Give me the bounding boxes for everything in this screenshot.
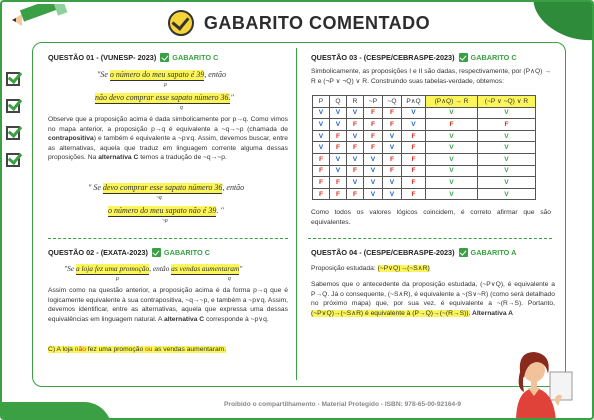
label-q: q bbox=[180, 105, 183, 111]
checkbox-icon bbox=[6, 153, 20, 167]
q3-answer: GABARITO C bbox=[470, 53, 517, 62]
quote-text: , então bbox=[222, 183, 245, 192]
table-header: ~Q bbox=[383, 96, 402, 108]
table-cell: V bbox=[383, 188, 402, 200]
text: ) e também é equivalente a ~p∨q. Assim, devemos buscar, entre as alternativas, aquela que traduz em linguagem corrente alguma dessas proposições. Na bbox=[48, 135, 288, 162]
q2-answer: GABARITO C bbox=[163, 248, 210, 257]
table-row bbox=[313, 153, 536, 165]
table-cell: F bbox=[426, 119, 478, 131]
quote-text: " bbox=[230, 93, 234, 102]
section-divider bbox=[308, 238, 552, 239]
text: Proposição estudada: bbox=[311, 265, 378, 272]
table-cell: V bbox=[478, 153, 536, 165]
label-p: p bbox=[164, 82, 167, 88]
checkbox-decoration bbox=[6, 72, 28, 180]
text: corresponde à ~p∨q. bbox=[204, 315, 269, 323]
table-cell: F bbox=[402, 165, 426, 177]
table-header: R bbox=[347, 96, 364, 108]
table-cell: F bbox=[330, 142, 347, 154]
check-logo-icon bbox=[168, 10, 194, 36]
table-cell: F bbox=[364, 142, 383, 154]
table-cell: V bbox=[313, 119, 330, 131]
table-cell: V bbox=[347, 177, 364, 189]
table-cell: V bbox=[383, 130, 402, 142]
table-cell: F bbox=[313, 188, 330, 200]
table-cell: F bbox=[347, 142, 364, 154]
table-header: Q bbox=[330, 96, 347, 108]
table-cell: V bbox=[478, 177, 536, 189]
text: (~P∨Q)→(~S∧R) é equivalente à (P→Q)→(~(R→S)). bbox=[311, 309, 471, 317]
table-cell: F bbox=[364, 107, 383, 119]
text: temos a tradução de ~q→~p. bbox=[138, 154, 227, 162]
table-cell: F bbox=[402, 142, 426, 154]
table-cell: F bbox=[347, 165, 364, 177]
teacher-illustration bbox=[498, 322, 578, 420]
checkbox-icon bbox=[6, 126, 20, 140]
quote-text: , então bbox=[149, 264, 172, 273]
table-row bbox=[313, 107, 536, 119]
checkbox-icon bbox=[6, 99, 20, 113]
corner-decoration-bottom bbox=[0, 402, 112, 420]
q4-header bbox=[311, 248, 516, 257]
table-cell: V bbox=[347, 107, 364, 119]
text: alternativa C bbox=[98, 154, 139, 162]
table-header: ~P bbox=[364, 96, 383, 108]
table-header: P bbox=[313, 96, 330, 108]
q2-header bbox=[48, 248, 210, 257]
text: alternativa C bbox=[164, 315, 205, 323]
q1-title: QUESTÃO 01 - (VUNESP- 2023) bbox=[48, 53, 157, 62]
table-cell: F bbox=[383, 165, 402, 177]
table-cell: V bbox=[364, 177, 383, 189]
quote-text: , então bbox=[204, 70, 227, 79]
table-cell: V bbox=[426, 130, 478, 142]
table-row bbox=[313, 177, 536, 189]
q1-quote-line1 bbox=[97, 70, 226, 79]
table-cell: V bbox=[364, 188, 383, 200]
table-cell: V bbox=[478, 107, 536, 119]
check-icon bbox=[459, 53, 468, 62]
q1-answer: GABARITO C bbox=[172, 53, 219, 62]
table-cell: V bbox=[426, 107, 478, 119]
text: contrapositiva bbox=[48, 135, 94, 143]
table-cell: V bbox=[313, 142, 330, 154]
q2-quote bbox=[64, 264, 242, 273]
text: ou bbox=[145, 346, 153, 353]
label-nq: ~q bbox=[156, 195, 162, 201]
page-title: GABARITO COMENTADO bbox=[203, 12, 431, 33]
table-cell: V bbox=[347, 153, 364, 165]
text: Alternativa A bbox=[470, 309, 513, 317]
label-q: q bbox=[228, 276, 231, 282]
table-cell: F bbox=[313, 165, 330, 177]
table-cell: F bbox=[313, 153, 330, 165]
label-np: ~p bbox=[162, 218, 168, 224]
table-cell: V bbox=[347, 130, 364, 142]
quote-np: o número do meu sapato não é 39 bbox=[108, 206, 217, 215]
table-cell: V bbox=[426, 165, 478, 177]
table-row bbox=[313, 142, 536, 154]
table-cell: V bbox=[478, 188, 536, 200]
table-cell: F bbox=[330, 188, 347, 200]
table-header: (~P ∨ ~Q) ∨ R bbox=[478, 96, 536, 108]
table-cell: F bbox=[330, 130, 347, 142]
q4-title: QUESTÃO 04 - (CESPE/CEBRASPE-2023) bbox=[311, 248, 455, 257]
table-cell: F bbox=[478, 119, 536, 131]
q4-answer: GABARITO A bbox=[470, 248, 517, 257]
table-cell: F bbox=[347, 119, 364, 131]
quote-p: a loja fez uma promoção bbox=[75, 264, 150, 273]
q1-explanation bbox=[48, 115, 288, 163]
table-cell: F bbox=[402, 130, 426, 142]
table-header: (P∧Q) → R bbox=[426, 96, 478, 108]
checkbox-icon bbox=[6, 72, 20, 86]
check-icon bbox=[459, 248, 468, 257]
table-cell: V bbox=[383, 177, 402, 189]
table-cell: V bbox=[313, 107, 330, 119]
q3-intro: Simbolicamente, as proposições I e II são dadas, respectivamente, por (P∧Q) → R e (¬P ∨ ¬Q) ∨ R. Construindo suas tabelas-verdade, obtemos: bbox=[311, 68, 551, 85]
footer-copyright: Proibido o compartilhamento - Material Protegido - ISBN: 978-65-00-92164-9 bbox=[224, 401, 462, 408]
table-cell: F bbox=[364, 119, 383, 131]
q1-quote2-line1 bbox=[88, 183, 244, 192]
table-cell: V bbox=[330, 153, 347, 165]
text: Assim como na questão anterior, a proposição acima é da forma p→q que é logicamente equivalente à sua contrapositiva, ~q→~p, e também a ~p∨q. Assim, devemos identificar, entre as alternativas, aquela que expressa uma dessas equivalências em linguagem natural. A bbox=[48, 287, 288, 323]
table-cell: V bbox=[426, 177, 478, 189]
q3-title: QUESTÃO 03 - (CESPE/CEBRASPE-2023) bbox=[311, 53, 455, 62]
table-cell: F bbox=[383, 119, 402, 131]
table-row bbox=[313, 165, 536, 177]
table-cell: F bbox=[330, 177, 347, 189]
section-divider bbox=[48, 238, 288, 239]
text: Sabemos que o antecedente da proposição estudada, (~P∨Q), é equivalente a P→Q. Já o consequente, (~S∧R), é equivalente a ~(S∨~R) (como será detalhado no próximo mapa) que, por sua vez, é equivalente a ~(R→S). Portanto, bbox=[311, 281, 555, 308]
table-cell: V bbox=[330, 119, 347, 131]
table-cell: V bbox=[330, 165, 347, 177]
table-cell: F bbox=[383, 107, 402, 119]
table-row bbox=[313, 188, 536, 200]
check-icon bbox=[160, 53, 169, 62]
column-divider bbox=[296, 48, 297, 380]
q2-explanation bbox=[48, 286, 288, 324]
quote-q: as vendas aumentaram bbox=[171, 264, 240, 273]
table-cell: V bbox=[426, 188, 478, 200]
table-cell: V bbox=[402, 119, 426, 131]
q4-proposition bbox=[311, 264, 551, 274]
table-header: P∧Q bbox=[402, 96, 426, 108]
table-cell: F bbox=[313, 177, 330, 189]
quote-text: "Se bbox=[64, 264, 76, 273]
table-cell: F bbox=[347, 188, 364, 200]
q3-header bbox=[311, 53, 517, 62]
q1-header bbox=[48, 53, 218, 62]
quote-text: " bbox=[239, 264, 243, 273]
text: (~P∨Q)→(~S∧R) bbox=[377, 265, 430, 272]
truth-table bbox=[312, 95, 536, 200]
table-cell: F bbox=[364, 130, 383, 142]
truth-table-header bbox=[313, 96, 536, 108]
q2-answer-text bbox=[48, 345, 288, 355]
table-row bbox=[313, 119, 536, 131]
q2-title: QUESTÃO 02 - (EXATA-2023) bbox=[48, 248, 148, 257]
table-cell: V bbox=[364, 153, 383, 165]
quote-nq: devo comprar esse sapato número 36 bbox=[102, 183, 223, 192]
table-cell: F bbox=[383, 153, 402, 165]
table-cell: V bbox=[426, 153, 478, 165]
quote-text: . " bbox=[216, 206, 224, 215]
table-cell: V bbox=[330, 107, 347, 119]
q1-quote-line2 bbox=[95, 93, 234, 102]
table-cell: V bbox=[313, 130, 330, 142]
text: não bbox=[74, 346, 86, 353]
text: C) A loja bbox=[48, 346, 75, 353]
text: as vendas aumentaram. bbox=[152, 346, 227, 353]
table-cell: F bbox=[402, 177, 426, 189]
q3-conclusion: Como todos os valores lógicos coincidem, é correto afirmar que são equivalentes. bbox=[311, 209, 551, 226]
header bbox=[2, 8, 594, 38]
q1-quote2-line2 bbox=[108, 206, 224, 215]
table-cell: V bbox=[402, 107, 426, 119]
label-p: p bbox=[116, 276, 119, 282]
table-cell: F bbox=[402, 188, 426, 200]
table-cell: V bbox=[426, 142, 478, 154]
table-cell: F bbox=[402, 153, 426, 165]
quote-q: não devo comprar esse sapato número 36. bbox=[95, 93, 231, 102]
table-cell: V bbox=[383, 142, 402, 154]
table-cell: V bbox=[478, 142, 536, 154]
text: Observe que a proposição acima é dada simbolicamente por p→q. Como vimos no mapa anterior, a proposição p→q é equivalente a ~q→~p (chamada de bbox=[48, 116, 288, 133]
table-cell: V bbox=[364, 165, 383, 177]
table-cell: V bbox=[478, 165, 536, 177]
check-icon bbox=[152, 248, 161, 257]
quote-p: o número do meu sapato é 39 bbox=[109, 70, 205, 79]
table-cell: V bbox=[478, 130, 536, 142]
quote-text: "Se bbox=[97, 70, 110, 79]
table-row bbox=[313, 130, 536, 142]
text: fez uma promoção bbox=[85, 346, 146, 353]
q4-explanation bbox=[311, 280, 555, 318]
quote-text: " Se bbox=[88, 183, 103, 192]
